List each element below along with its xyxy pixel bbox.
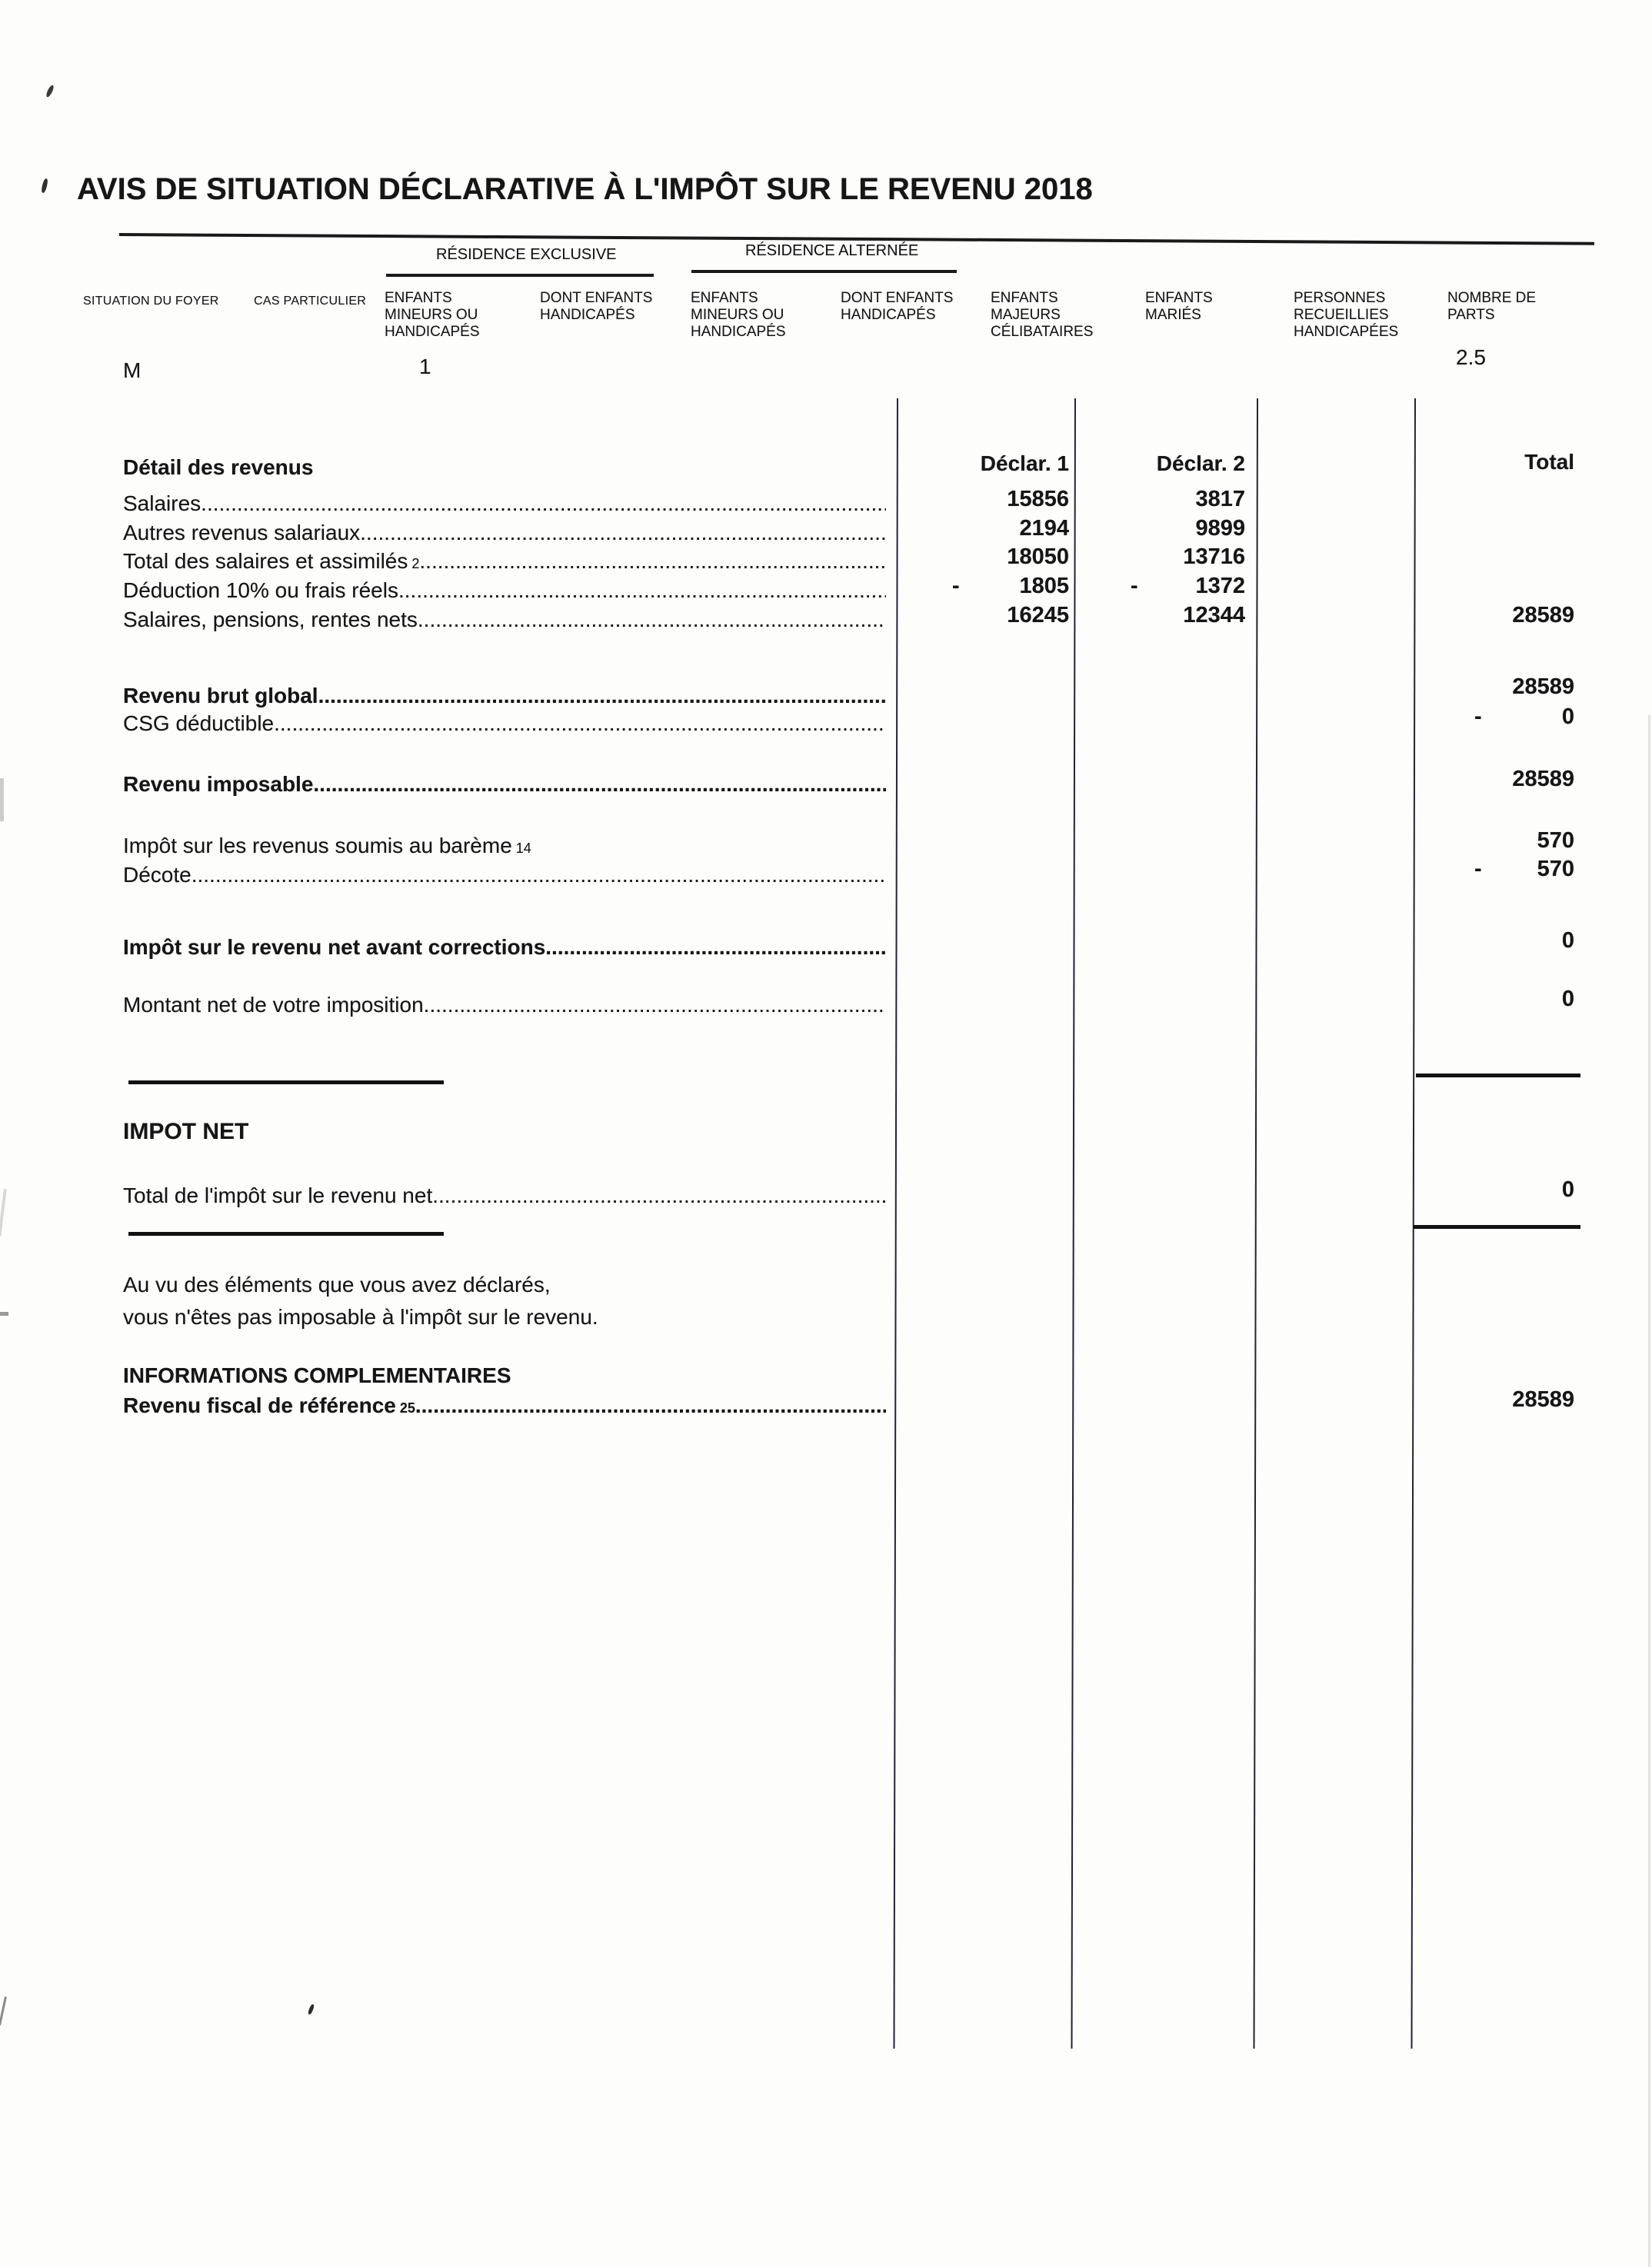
amount-revenu-fiscal-reference: 28589 <box>1512 1387 1574 1412</box>
amount-impot-bareme-total: 570 <box>1537 828 1574 853</box>
separator-line <box>1414 1225 1580 1229</box>
amount-total-impot: 0 <box>1561 1177 1574 1202</box>
amount-salaires-nets-declar1: 16245 <box>1007 603 1069 628</box>
column-header-declar1: Déclar. 1 <box>980 451 1069 475</box>
value-nombre-de-parts: 2.5 <box>1456 345 1486 369</box>
amount-revenu-imposable-total: 28589 <box>1512 767 1574 791</box>
row-label-total-salaires: Total des salaires et assimilés 2 ..... <box>123 548 886 574</box>
residence-exclusive-underline <box>386 274 654 277</box>
column-header-situation-du-foyer: SITUATION DU FOYER <box>83 295 219 308</box>
amount-autres-revenus-declar2: 9899 <box>1195 516 1245 541</box>
row-label-salaires: Salaires ..... <box>123 491 886 517</box>
amount-total-salaires-declar2: 13716 <box>1183 544 1245 569</box>
row-label-total-impot: Total de l'impôt sur le revenu net ..... <box>123 1183 886 1209</box>
column-header-personnes-recueillies: PERSONNES RECUEILLIES HANDICAPÉES <box>1294 290 1399 340</box>
minus-sign: - <box>1131 574 1138 598</box>
column-header-enfants-majeurs-celibataires: ENFANTS MAJEURS CÉLIBATAIRES <box>991 290 1094 340</box>
dot-leader <box>274 711 886 737</box>
row-label-montant-net: Montant net de votre imposition ..... <box>123 992 886 1018</box>
residence-exclusive-label: RÉSIDENCE EXCLUSIVE <box>436 246 617 263</box>
row-label-csg-deductible: CSG déductible ..... <box>123 711 886 737</box>
table-vertical-rule <box>1254 398 1258 2049</box>
scan-artifact <box>45 85 55 98</box>
section-title-informations: INFORMATIONS COMPLEMENTAIRES <box>123 1363 511 1387</box>
amount-decote-total: - 570 <box>1474 857 1574 881</box>
column-header-enfants-maries: ENFANTS MARIÉS <box>1145 290 1213 323</box>
column-header-cas-particulier: CAS PARTICULIER <box>254 295 367 308</box>
minus-sign: - <box>1474 704 1482 729</box>
page-title: AVIS DE SITUATION DÉCLARATIVE À L'IMPÔT SUR LE REVENU 2018 <box>77 172 1093 206</box>
amount-deduction-declar1: - 1805 <box>952 574 1069 598</box>
amount-avant-corrections-total: 0 <box>1561 928 1574 953</box>
row-label-avant-corrections: Impôt sur le revenu net avant corrections ..... <box>123 934 886 960</box>
amount-total-salaires-declar1: 18050 <box>1007 544 1069 569</box>
row-label-decote: Décote ..... <box>123 862 886 888</box>
column-header-dont-enfants-handicapes-alternee: DONT ENFANTS HANDICAPÉS <box>841 290 954 323</box>
scan-artifact <box>0 778 4 821</box>
value-enfants-mineurs: 1 <box>419 355 431 378</box>
residence-alternee-label: RÉSIDENCE ALTERNÉE <box>745 242 919 259</box>
minus-sign: - <box>952 574 960 598</box>
column-header-enfants-mineurs-exclusive: ENFANTS MINEURS OU HANDICAPÉS <box>385 290 480 340</box>
column-header-total: Total <box>1524 450 1574 474</box>
amount-salaires-declar2: 3817 <box>1195 487 1245 511</box>
dot-leader <box>418 607 886 633</box>
column-header-declar2: Déclar. 2 <box>1156 451 1245 475</box>
dot-leader <box>432 1183 886 1209</box>
amount-csg-total: - 0 <box>1474 704 1574 729</box>
dot-leader <box>313 771 886 797</box>
scan-artifact <box>1648 715 1650 2267</box>
scan-artifact <box>0 1996 7 2026</box>
dot-leader <box>424 992 886 1018</box>
row-label-revenu-fiscal-reference: Revenu fiscal de référence 25 ..... <box>123 1393 886 1419</box>
dot-leader <box>419 548 886 574</box>
scan-artifact <box>0 1189 7 1237</box>
amount-salaires-nets-total: 28589 <box>1512 603 1574 628</box>
amount-montant-net-total: 0 <box>1561 987 1574 1011</box>
scan-artifact <box>0 1312 8 1316</box>
dot-leader <box>201 491 886 517</box>
amount-salaires-declar1: 15856 <box>1007 487 1069 511</box>
dot-leader <box>415 1393 886 1419</box>
row-label-autres-revenus: Autres revenus salariaux ..... <box>123 520 886 546</box>
separator-line <box>1416 1074 1580 1077</box>
table-vertical-rule <box>894 398 898 2049</box>
scan-artifact <box>41 178 48 194</box>
dot-leader <box>545 934 886 960</box>
separator-line <box>128 1080 444 1084</box>
row-label-deduction: Déduction 10% ou frais réels ..... <box>123 578 886 604</box>
row-label-revenu-imposable: Revenu imposable ..... <box>123 771 886 797</box>
table-vertical-rule <box>1411 398 1416 2049</box>
amount-salaires-nets-declar2: 12344 <box>1183 603 1245 628</box>
dot-leader <box>318 683 886 709</box>
column-header-enfants-mineurs-alternee: ENFANTS MINEURS OU HANDICAPÉS <box>691 290 786 340</box>
dot-leader <box>360 520 886 546</box>
dot-leader <box>192 862 886 888</box>
separator-line <box>128 1232 444 1236</box>
value-situation-foyer: M <box>123 358 142 382</box>
declaration-note-line1: Au vu des éléments que vous avez déclarés, <box>123 1273 551 1297</box>
amount-autres-revenus-declar1: 2194 <box>1019 516 1069 541</box>
residence-alternee-underline <box>691 270 957 273</box>
declaration-note-line2: vous n'êtes pas imposable à l'impôt sur le revenu. <box>123 1305 598 1329</box>
column-header-dont-enfants-handicapes-exclusive: DONT ENFANTS HANDICAPÉS <box>540 290 653 323</box>
section-title-detail-des-revenus: Détail des revenus <box>123 455 314 479</box>
column-header-nombre-de-parts: NOMBRE DE PARTS <box>1447 290 1537 323</box>
row-label-revenu-brut-global: Revenu brut global ..... <box>123 683 886 709</box>
amount-revenu-brut-total: 28589 <box>1512 674 1574 699</box>
row-label-salaires-nets: Salaires, pensions, rentes nets ..... <box>123 607 886 633</box>
scan-artifact <box>308 2004 315 2016</box>
section-title-impot-net: IMPOT NET <box>123 1119 249 1144</box>
amount-deduction-declar2: - 1372 <box>1131 574 1245 598</box>
dot-leader <box>398 578 886 604</box>
minus-sign: - <box>1474 857 1482 881</box>
table-vertical-rule <box>1071 398 1076 2049</box>
row-label-impot-bareme: Impôt sur les revenus soumis au barème 14 <box>123 834 531 857</box>
